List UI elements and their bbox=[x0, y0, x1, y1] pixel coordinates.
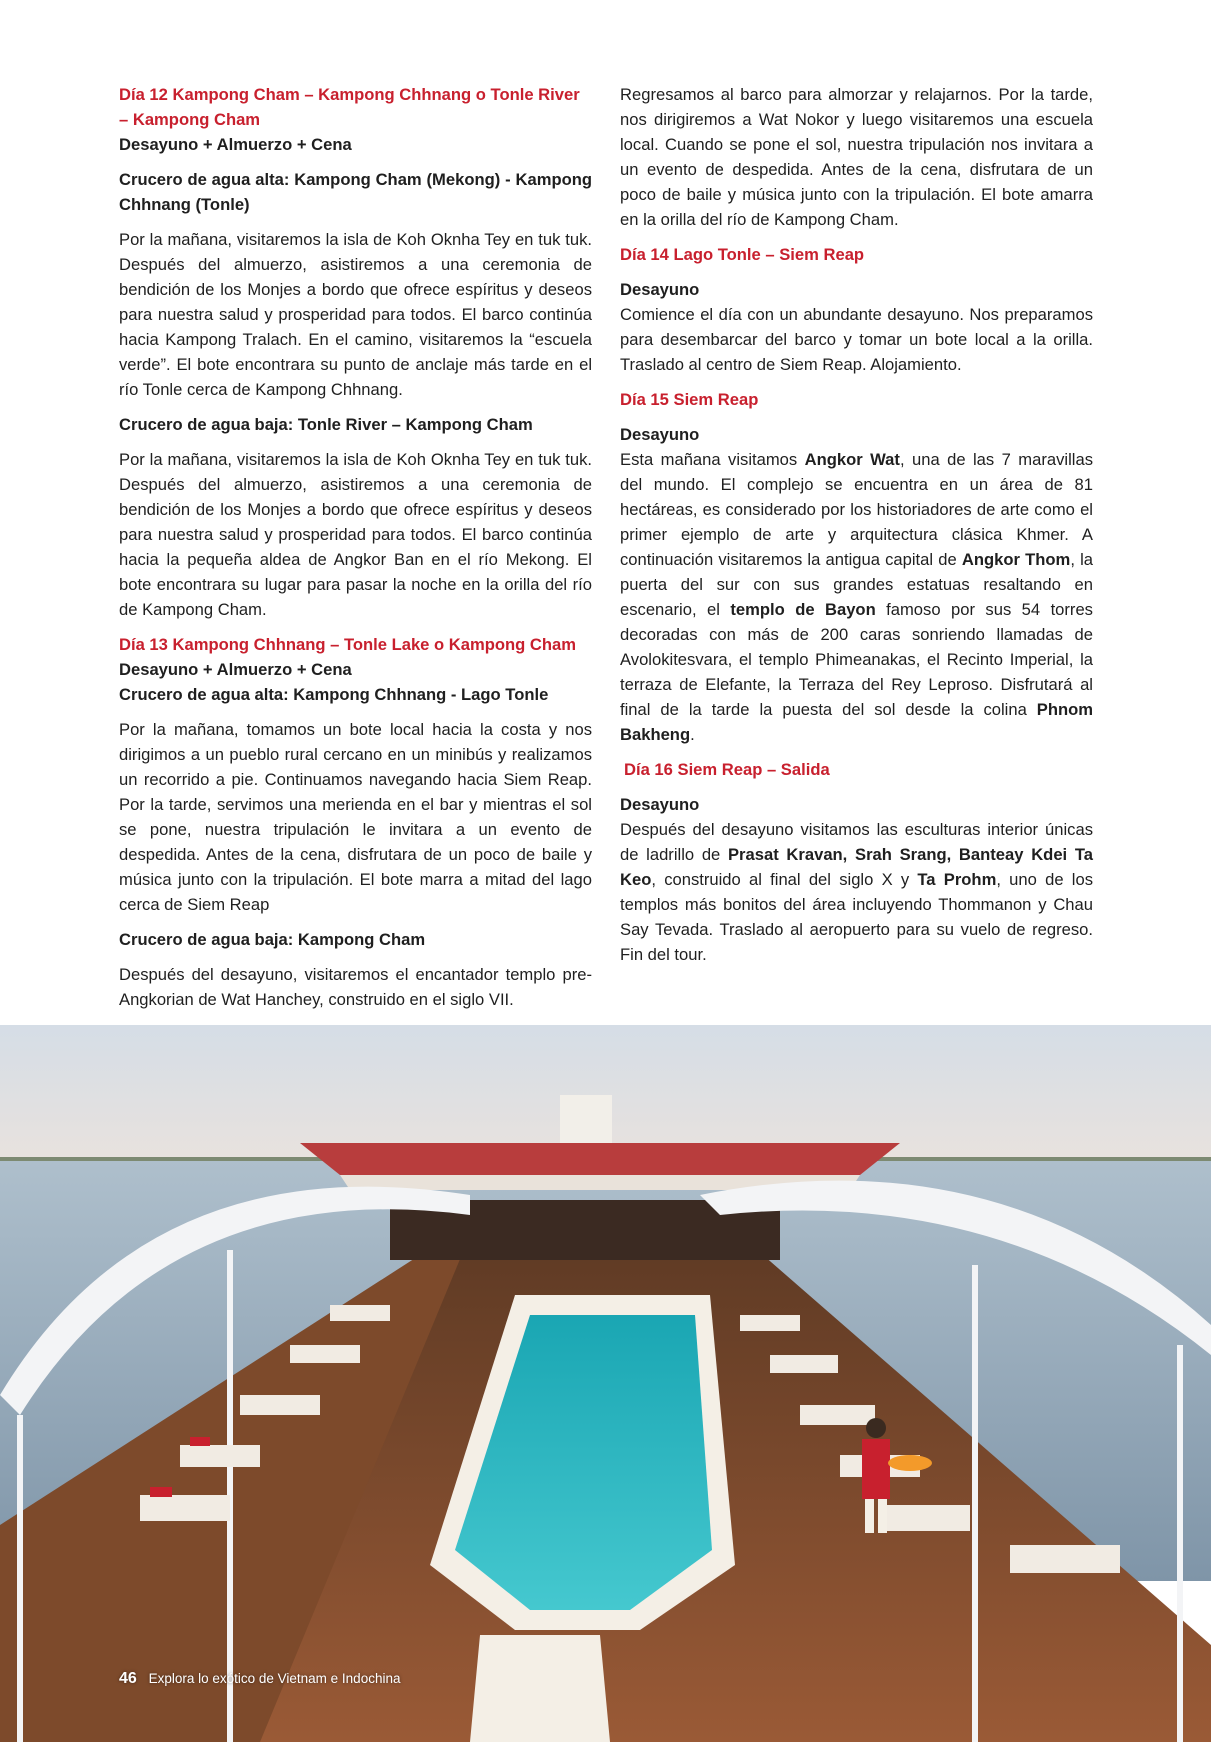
bold-places-temples: Prasat Kravan, Srah Srang, Banteay Kdei Ta Keo bbox=[620, 845, 1093, 889]
day-16-heading: Día 16 Siem Reap – Salida bbox=[624, 760, 830, 779]
text-run: Esta mañana visitamos bbox=[620, 450, 805, 469]
bold-place-ta-prohm: Ta Prohm bbox=[917, 870, 997, 889]
day-12-high-water-text: Por la mañana, visitaremos la isla de Koh Oknha Tey en tuk tuk. Después del almuerzo, asistiremos a una ceremonia de bendición de los Monjes a bordo que ofrece espíritus y deseos para nuestra salud y prosperidad para todos. El barco continúa hacia Kampong Tralach. En el camino, visitaremos la “escuela verde”. El bote encontrara su punto de anclaje más tarde en el río Tonle cerca de Kampong Chhnang. bbox=[119, 230, 592, 399]
day-13-heading: Día 13 Kampong Chhnang – Tonle Lake o Kampong Cham bbox=[119, 635, 576, 654]
bold-place-phnom-bakheng: Phnom Bakheng bbox=[620, 700, 1093, 744]
text-run: , la puerta del sur con sus grandes estatuas resaltando en escenario, el bbox=[620, 550, 1094, 619]
bold-place-bayon: templo de Bayon bbox=[730, 600, 876, 619]
day-16-text bbox=[620, 817, 1093, 967]
text-run: , uno de los templos más bonitos del área incluyendo Thommanon y Chau Say Tevada. Traslado al aeropuerto para su vuelo de regreso. Fin del tour. bbox=[620, 870, 1093, 964]
left-column bbox=[119, 82, 592, 1012]
text-run: . bbox=[690, 725, 695, 744]
day-12-high-water-heading: Crucero de agua alta: Kampong Cham (Mekong) - Kampong Chhnang (Tonle) bbox=[119, 170, 592, 214]
day-15-meals: Desayuno bbox=[620, 425, 700, 444]
day-13-continued-text: Regresamos al barco para almorzar y relajarnos. Por la tarde, nos dirigiremos a Wat Nokor y luego visitaremos una escuela local. Cuando se pone el sol, nuestra tripulación nos invitara a un evento de despedida. Antes de la cena, disfrutara de un poco de baile y música junto con la tripulación. El bote amarra en la orilla del río de Kampong Cham. bbox=[620, 85, 1093, 229]
footer-caption: Explora lo exótico de Vietnam e Indochina bbox=[148, 1671, 401, 1686]
day-12-heading: Día 12 Kampong Cham – Kampong Chhnang o Tonle River – Kampong Cham bbox=[119, 85, 580, 129]
day-12-meals: Desayuno + Almuerzo + Cena bbox=[119, 135, 352, 154]
day-13-low-water-heading: Crucero de agua baja: Kampong Cham bbox=[119, 930, 426, 949]
day-15-heading: Día 15 Siem Reap bbox=[620, 390, 759, 409]
text-run: , construido al final del siglo X y bbox=[651, 870, 918, 889]
day-12-low-water-text: Por la mañana, visitaremos la isla de Koh Oknha Tey en tuk tuk. Después del almuerzo, asistiremos a una ceremonia de bendición de los Monjes a bordo que ofrece espíritus y deseos para nuestra salud y prosperidad para todos. El barco continúa hacia la pequeña aldea de Angkor Ban en el río Mekong. El bote encontrara su lugar para pasar la noche en la orilla del río de Kampong Cham. bbox=[119, 450, 592, 619]
day-16-meals: Desayuno bbox=[620, 795, 700, 814]
bold-place-angkor-wat: Angkor Wat bbox=[804, 450, 900, 469]
day-13-meals: Desayuno + Almuerzo + Cena bbox=[119, 660, 352, 679]
day-12-low-water-heading: Crucero de agua baja: Tonle River – Kampong Cham bbox=[119, 415, 533, 434]
bold-place-angkor-thom: Angkor Thom bbox=[961, 550, 1071, 569]
day-14-heading: Día 14 Lago Tonle – Siem Reap bbox=[620, 245, 865, 264]
page-footer bbox=[119, 1670, 400, 1688]
day-15-text bbox=[620, 447, 1093, 747]
day-13-high-water-text: Por la mañana, tomamos un bote local hacia la costa y nos dirigimos a un pueblo rural cercano en un minibús y realizamos un recorrido a pie. Continuamos navegando hacia Siem Reap. Por la tarde, servimos una merienda en el bar y mientras el sol se pone, nuestra tripulación le invitara a un evento de despedida. Antes de la cena, disfrutara de un poco de baile y música junto con la tripulación. El bote marra a mitad del lago cerca de Siem Reap bbox=[119, 720, 592, 914]
day-13-high-water-heading: Crucero de agua alta: Kampong Chhnang - Lago Tonle bbox=[119, 685, 549, 704]
cruise-deck-photo bbox=[0, 1025, 1211, 1742]
day-14-text: Comience el día con un abundante desayuno. Nos preparamos para desembarcar del barco y tomar un bote local a la orilla. Traslado al centro de Siem Reap. Alojamiento. bbox=[620, 305, 1093, 374]
text-run: famoso por sus 54 torres decoradas con más de 200 caras sonriendo llamadas de Avolokitesvara, el templo Phimeanakas, el Recinto Imperial, la terraza de Elefante, la Terraza del Rey Leproso. Disfrutará al final de la tarde la puesta del sol desde la colina bbox=[620, 600, 1093, 719]
day-13-low-water-text: Después del desayuno, visitaremos el encantador templo pre-Angkorian de Wat Hanchey, construido en el siglo VII. bbox=[119, 965, 592, 1009]
day-14-meals: Desayuno bbox=[620, 280, 700, 299]
page-number: 46 bbox=[119, 1670, 137, 1687]
text-run: , una de las 7 maravillas del mundo. El complejo se encuentra en un área de 81 hectáreas, es considerado por los historiadores de arte como el primer ejemplo de arte y arquitectura clásica Khmer. A continuación visitaremos la antigua capital de bbox=[620, 450, 1093, 569]
right-column bbox=[620, 82, 1093, 967]
text-run: Después del desayuno visitamos las esculturas interior únicas de ladrillo de bbox=[620, 820, 1093, 864]
